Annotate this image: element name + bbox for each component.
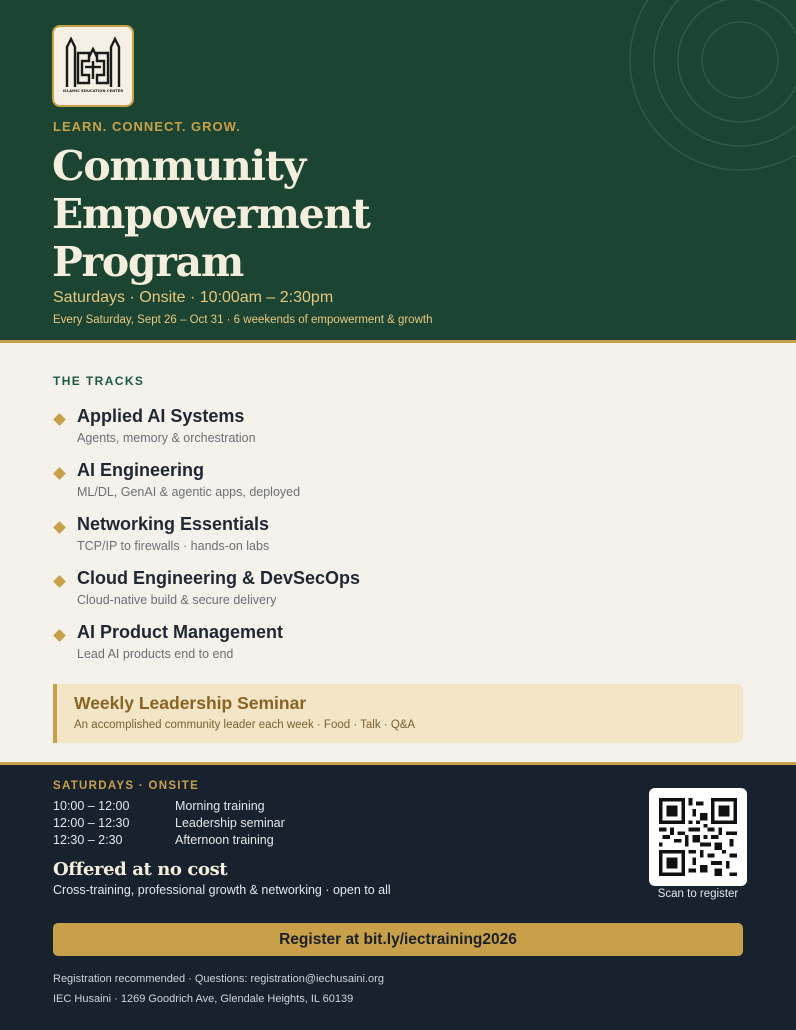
diamond-bullet-icon (53, 413, 66, 426)
track-description: TCP/IP to firewalls · hands-on labs (77, 539, 270, 553)
diamond-bullet-icon (53, 575, 66, 588)
diamond-bullet-icon (53, 467, 66, 480)
diamond-bullet-icon (53, 629, 66, 642)
qr-code-icon[interactable] (649, 788, 747, 886)
track-item (53, 406, 673, 456)
schedule-row (53, 833, 353, 850)
schedule-label: Leadership seminar (175, 816, 285, 830)
title-line-2: Empowerment (52, 190, 370, 238)
header-banner (0, 0, 796, 340)
diamond-bullet-icon (53, 521, 66, 534)
track-item (53, 568, 673, 618)
seminar-callout (53, 684, 743, 743)
track-item (53, 622, 673, 672)
tracks-heading: THE TRACKS (53, 374, 145, 388)
schedule-row (53, 799, 353, 816)
schedule-time: 12:00 – 12:30 (53, 816, 130, 830)
contact-line: Registration recommended · Questions: registration@iechusaini.org (53, 973, 384, 985)
track-title: Applied AI Systems (77, 406, 245, 426)
decorative-rings-icon (610, 0, 796, 190)
schedule-row (53, 816, 353, 833)
logo-mark (54, 27, 132, 105)
cost-description: Cross-training, professional growth & networking · open to all (53, 883, 391, 897)
track-description: Cloud-native build & secure delivery (77, 593, 277, 607)
schedule-label: Morning training (175, 799, 265, 813)
logo-caption: ISLAMIC EDUCATION CENTER (62, 89, 124, 93)
track-description: Lead AI products end to end (77, 647, 234, 661)
address-line: IEC Husaini · 1269 Goodrich Ave, Glendale Heights, IL 60139 (53, 993, 354, 1005)
track-description: Agents, memory & orchestration (77, 431, 256, 445)
schedule-label: Afternoon training (175, 833, 274, 847)
schedule-summary: Saturdays · Onsite · 10:00am – 2:30pm (53, 289, 334, 306)
title-line-3: Program (52, 238, 243, 286)
track-title: Networking Essentials (77, 514, 270, 534)
tagline: LEARN. CONNECT. GROW. (53, 119, 241, 134)
track-title: AI Product Management (77, 622, 284, 642)
footer-panel (0, 765, 796, 1030)
qr-code-graphic (659, 798, 737, 876)
qr-caption: Scan to register (657, 888, 739, 900)
schedule-time: 10:00 – 12:00 (53, 799, 130, 813)
track-title: Cloud Engineering & DevSecOps (77, 568, 361, 588)
cost-title: Offered at no cost (53, 859, 228, 880)
seminar-description: An accomplished community leader each week · Food · Talk · Q&A (74, 719, 416, 731)
register-button[interactable]: Register at bit.ly/iectraining2026 (53, 923, 743, 956)
header-divider (0, 340, 796, 343)
schedule-heading: SATURDAYS · ONSITE (53, 780, 200, 792)
title-line-1: Community (52, 142, 305, 190)
track-title: AI Engineering (77, 460, 205, 480)
seminar-title: Weekly Leadership Seminar (74, 693, 307, 713)
iec-logo-icon (52, 25, 134, 107)
program-title (52, 142, 472, 286)
track-item (53, 460, 673, 510)
track-item (53, 514, 673, 564)
track-description: ML/DL, GenAI & agentic apps, deployed (77, 485, 301, 499)
dates-summary: Every Saturday, Sept 26 – Oct 31 · 6 weekends of empowerment & growth (53, 314, 433, 326)
schedule-time: 12:30 – 2:30 (53, 833, 123, 847)
